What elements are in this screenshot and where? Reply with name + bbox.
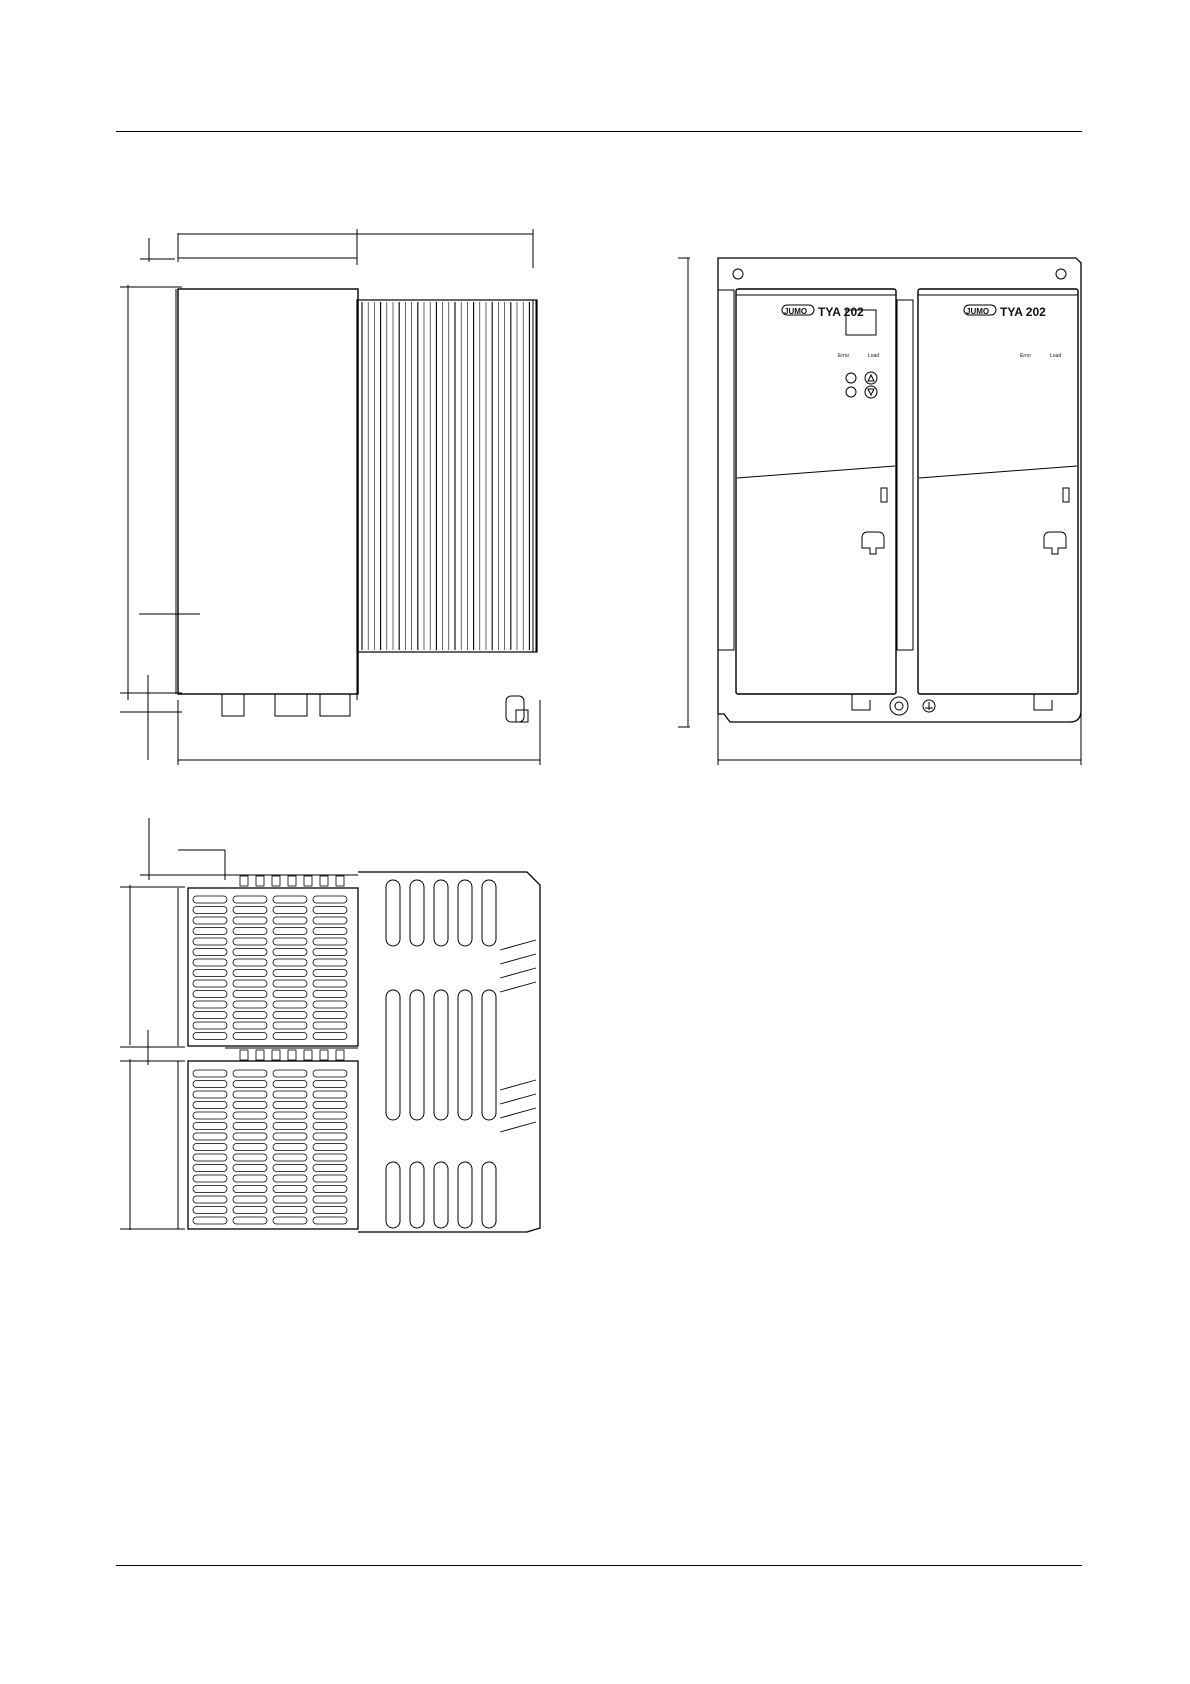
front-view: [678, 258, 1081, 765]
front-unit2-brand: JUMO: [966, 307, 990, 316]
vent-slots: [193, 876, 347, 1224]
front-unit1-model: TYA 202: [818, 305, 864, 319]
front-unit1-led-error: Error: [838, 353, 850, 359]
top-view: [120, 818, 540, 1232]
heatsink-fins: [386, 880, 536, 1228]
side-heatsink-fins: [362, 302, 529, 650]
front-unit2-led-load: Load: [1050, 353, 1062, 359]
front-unit1-brand: JUMO: [784, 307, 808, 316]
front-unit2-model: TYA 202: [1000, 305, 1046, 319]
front-unit2-led-error: Error: [1020, 353, 1032, 359]
side-view: [120, 229, 540, 765]
front-unit1-led-load: Load: [868, 353, 880, 359]
